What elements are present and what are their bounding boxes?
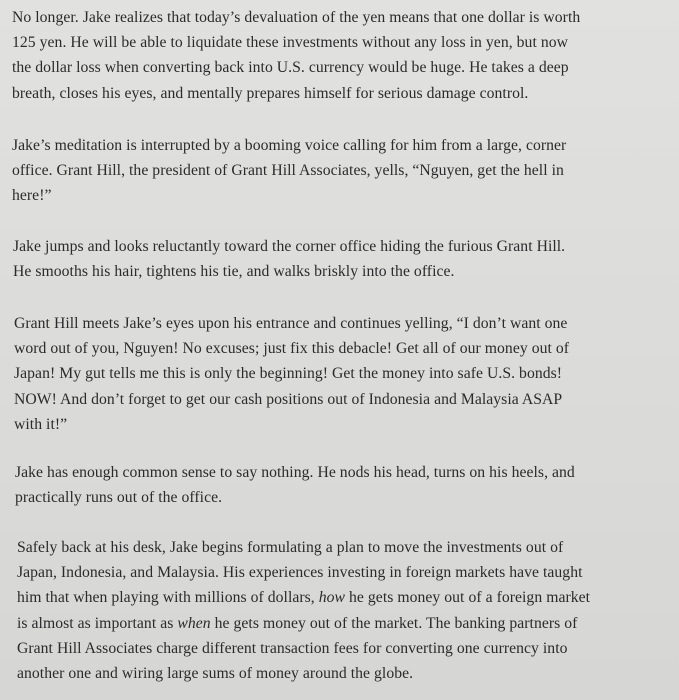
paragraph-plan-formulation [17,535,590,686]
text-line: the dollar loss when converting back into U.S. currency would be huge. He takes a deep [12,59,569,77]
text-segment: he gets money out of a foreign market [345,589,591,607]
text-line: here!” [12,187,52,205]
text-line: Japan! My gut tells me this is only the beginning! Get the money into safe U.S. bonds! [14,365,563,383]
text-line: word out of you, Nguyen! No excuses; just fix this debacle! Get all of our money out of [14,340,570,358]
text-line: Grant Hill Associates charge different transaction fees for converting one currency into [17,639,568,657]
text-line: He smooths his hair, tightens his tie, and walks briskly into the office. [13,263,455,281]
text-line: with it!” [14,415,68,433]
text-segment: is almost as important as [17,614,178,632]
paragraph-jake-jumps [13,234,565,284]
paragraph-common-sense [15,460,575,510]
text-line: office. Grant Hill, the president of Grant Hill Associates, yells, “Nguyen, get the hell in [12,162,564,180]
text-line: breath, closes his eyes, and mentally prepares himself for serious damage control. [12,84,529,102]
text-line: No longer. Jake realizes that today’s devaluation of the yen means that one dollar is worth [12,9,581,26]
emphasis-when: when [177,614,211,632]
paragraph-booming-voice [12,133,566,209]
text-line: practically runs out of the office. [15,489,223,507]
text-line: another one and wiring large sums of money around the globe. [17,665,414,683]
text-line: Japan, Indonesia, and Malaysia. His experiences investing in foreign markets have taught [17,564,583,582]
text-line: 125 yen. He will be able to liquidate these investments without any loss in yen, but now [12,34,568,52]
text-line: Jake’s meditation is interrupted by a booming voice calling for him from a large, corner [12,137,567,154]
text-line: Grant Hill meets Jake’s eyes upon his entrance and continues yelling, “I don’t want one [14,315,568,332]
text-line: Jake has enough common sense to say nothing. He nods his head, turns on his heels, and [15,464,575,481]
text-segment: he gets money out of the market. The banking partners of [210,614,578,632]
text-line [17,585,590,610]
paragraph-yen-devaluation [12,5,580,106]
text-segment: him that when playing with millions of dollars, [17,589,319,607]
text-line [17,611,590,636]
text-line: Jake jumps and looks reluctantly toward the corner office hiding the furious Grant Hill. [13,238,566,255]
paragraph-grant-hill-yelling [14,311,569,437]
text-line: Safely back at his desk, Jake begins formulating a plan to move the investments out of [17,539,564,556]
text-line: NOW! And don’t forget to get our cash positions out of Indonesia and Malaysia ASAP [14,390,563,408]
emphasis-how: how [318,589,346,607]
